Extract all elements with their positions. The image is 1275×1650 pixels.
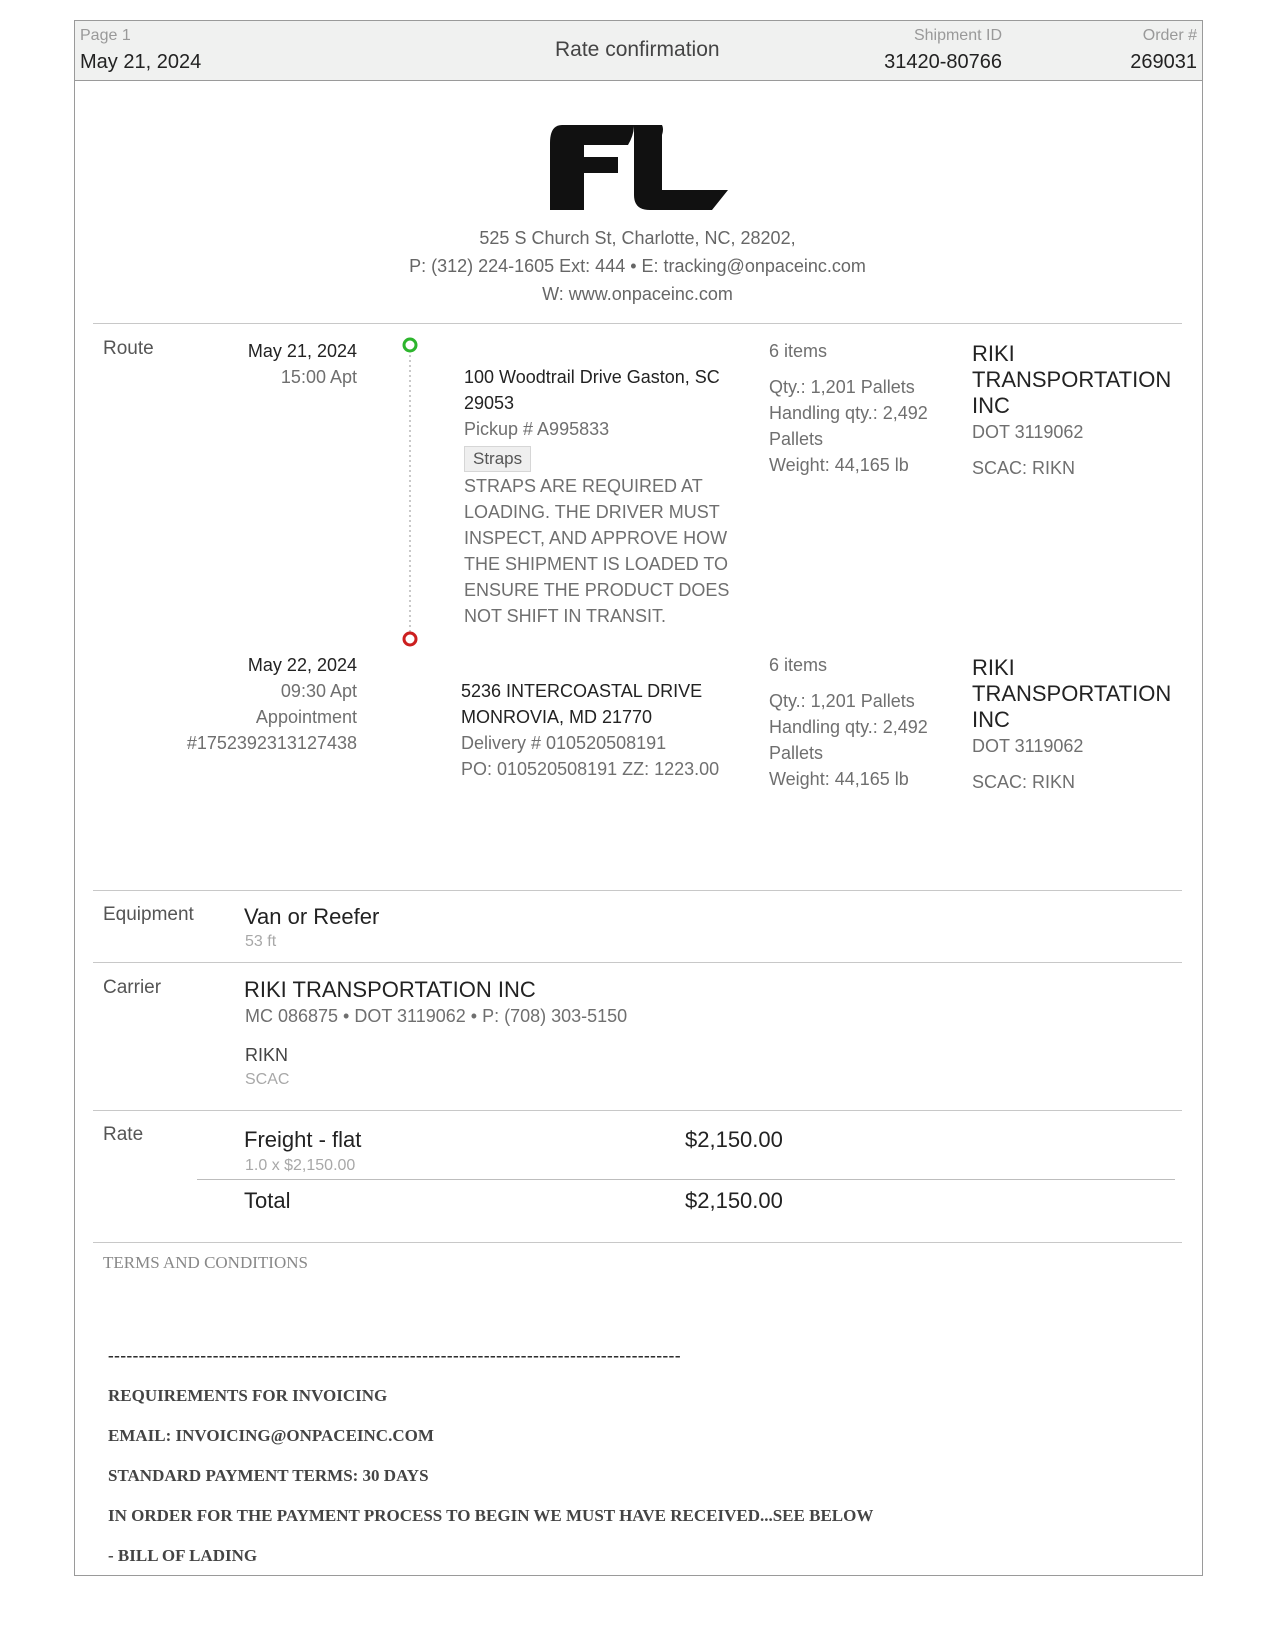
stop-1-note-line: THE SHIPMENT IS LOADED TO [464,554,729,574]
stop-1-dot: DOT 3119062 [972,422,1084,442]
carrier-name: RIKI TRANSPORTATION INC [244,977,536,1002]
stop-1-scac: SCAC: RIKN [972,458,1076,478]
terms-title: TERMS AND CONDITIONS [103,1253,308,1272]
equipment-label: Equipment [103,904,194,925]
rate-total-label: Total [244,1188,291,1213]
stop-1-carrier-line: RIKI [972,341,1015,366]
stop-2-carrier [972,655,1171,795]
order-number-label: Order # [1142,27,1197,44]
stop-2-weight: Weight: 44,165 lb [769,769,909,789]
pickup-marker-icon [404,339,416,351]
page-title: Rate confirmation [555,38,720,61]
stop-2-address-line2: MONROVIA, MD 21770 [461,707,653,727]
stop-2-carrier-line: TRANSPORTATION [972,681,1172,706]
page-label: Page 1 [80,27,131,44]
carrier-details: MC 086875 • DOT 3119062 • P: (708) 303-5150 [245,1006,628,1026]
stop-2-load-info [769,652,928,792]
rate-line-name: Freight - flat [244,1127,362,1152]
terms-line: - BILL OF LADING [108,1546,258,1565]
stop-1-carrier [972,341,1171,481]
stop-1-address-block [464,364,729,629]
company-contact: P: (312) 224-1605 Ext: 444 • E: tracking@onpaceinc.com [409,256,866,276]
divider [93,1242,1182,1243]
divider [93,1110,1182,1111]
stop-1-note-line: INSPECT, AND APPROVE HOW [464,528,728,548]
company-address: 525 S Church St, Charlotte, NC, 28202, [479,228,796,248]
terms-body [108,1336,873,1576]
stop-2-scac: SCAC: RIKN [972,772,1076,792]
equipment-type: Van or Reefer [244,904,380,929]
stop-1-note-line: LOADING. THE DRIVER MUST [464,502,720,522]
rate-total-amount: $2,150.00 [685,1188,783,1213]
shipment-id-label: Shipment ID [913,27,1002,44]
stop-1-handling-unit: Pallets [769,429,824,449]
stop-1-tag: Straps [464,446,531,472]
terms-divider: --------------------------------------------------------------------------------------------- [108,1346,681,1365]
rate-line-detail: 1.0 x $2,150.00 [245,1157,356,1174]
stop-1-weight: Weight: 44,165 lb [769,455,909,475]
carrier-scac: RIKN [245,1045,289,1065]
stop-2-appointment-label: Appointment [255,707,357,727]
stop-1-address-line2: 29053 [464,393,515,413]
carrier-scac-label: SCAC [245,1071,290,1088]
stop-1-note-line: STRAPS ARE REQUIRED AT [464,476,703,496]
terms-line: IN ORDER FOR THE PAYMENT PROCESS TO BEGIN WE MUST HAVE RECEIVED...SEE BELOW [108,1506,874,1525]
stop-2-datetime [187,652,357,756]
rate-label: Rate [103,1124,144,1145]
route-label: Route [103,338,154,359]
stop-1-carrier-line: TRANSPORTATION [972,367,1172,392]
divider [93,962,1182,963]
stop-2-po: PO: 010520508191 ZZ: 1223.00 [461,759,720,779]
terms-line: STANDARD PAYMENT TERMS: 30 DAYS [108,1466,429,1485]
stop-1-reference: Pickup # A995833 [464,419,610,439]
stop-1-handling: Handling qty.: 2,492 [769,403,928,423]
stop-1-note-line: ENSURE THE PRODUCT DOES [464,580,730,600]
stop-2-qty: Qty.: 1,201 Pallets [769,691,915,711]
stop-1-date: May 21, 2024 [247,341,357,361]
stop-2-carrier-line: INC [972,707,1010,732]
stop-2-date: May 22, 2024 [247,655,357,675]
company-website: W: www.onpaceinc.com [542,284,733,304]
route-timeline [400,336,420,648]
stop-1-carrier-line: INC [972,393,1010,418]
shipment-id: 31420-80766 [884,51,1002,73]
stop-2-handling-unit: Pallets [769,743,824,763]
rate-divider [197,1179,1175,1180]
stop-1-qty: Qty.: 1,201 Pallets [769,377,915,397]
stop-2-time: 09:30 Apt [280,681,357,701]
delivery-marker-icon [404,633,416,645]
stop-2-carrier-line: RIKI [972,655,1015,680]
company-logo [548,123,728,215]
stop-2-dot: DOT 3119062 [972,736,1084,756]
carrier-label: Carrier [103,977,162,998]
divider [93,890,1182,891]
stop-1-datetime [248,338,357,390]
stop-1-note-line: NOT SHIFT IN TRANSIT. [464,606,667,626]
stop-2-reference: Delivery # 010520508191 [461,733,667,753]
stop-2-appointment-number: #1752392313127438 [186,733,357,753]
stop-2-handling: Handling qty.: 2,492 [769,717,928,737]
stop-1-address-line1: 100 Woodtrail Drive Gaston, SC [464,367,720,387]
terms-line: REQUIREMENTS FOR INVOICING [108,1386,388,1405]
stop-2-address-line1: 5236 INTERCOASTAL DRIVE [461,681,703,701]
terms-line: EMAIL: INVOICING@ONPACEINC.COM [108,1426,434,1445]
order-number: 269031 [1130,51,1197,73]
stop-2-items: 6 items [769,655,828,675]
stop-2-address-block [461,678,719,782]
header-date: May 21, 2024 [80,51,202,73]
equipment-size: 53 ft [245,933,277,950]
stop-1-items: 6 items [769,341,828,361]
rate-line-amount: $2,150.00 [685,1127,783,1152]
stop-1-load-info [769,338,928,478]
divider [93,323,1182,324]
stop-1-time: 15:00 Apt [280,367,357,387]
company-info [0,224,1275,308]
